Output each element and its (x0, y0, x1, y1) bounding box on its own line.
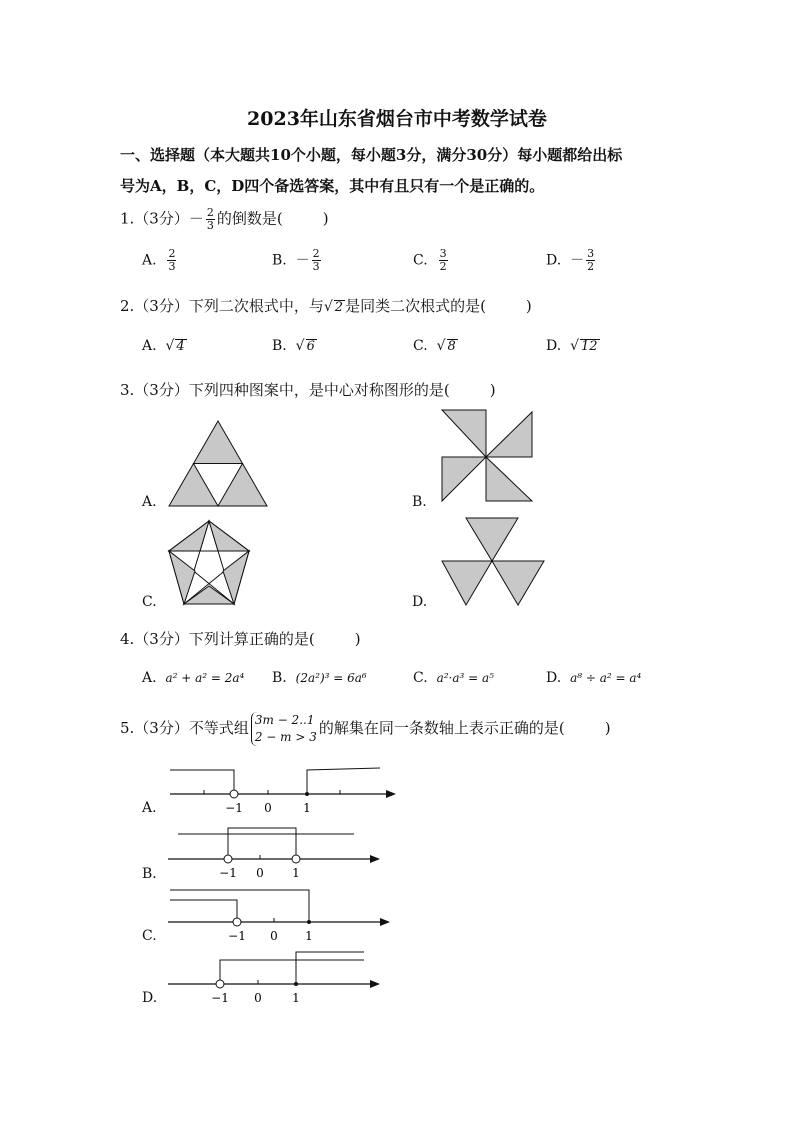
question-2: 2.（3分）下列二次根式中，与√ 2 是同类二次根式的是( ) (120, 297, 532, 315)
q3-label-a: A. (142, 494, 157, 510)
q4-option-a: A. a² + a² = 2a⁴ (142, 670, 245, 686)
svg-text:0: 0 (270, 929, 278, 943)
svg-text:1: 1 (303, 801, 311, 815)
q5-numberline-c (164, 888, 396, 946)
q5-end: ) (604, 719, 611, 737)
section-instructions-line2: 号为A，B，C，D四个备选答案，其中有且只有一个是正确的。 (120, 177, 545, 195)
q1-fraction (206, 207, 215, 232)
q3-text: 3.（3分）下列四种图案中，是中心对称图形的是( (120, 381, 450, 399)
q1-option-a: A. $\frac{2}{3}$ (142, 247, 176, 273)
q2-option-a: A. √ 4 (142, 338, 185, 354)
question-1 (120, 207, 329, 232)
q4-option-d: D. a⁸ ÷ a² = a⁴ (546, 670, 642, 686)
q1-prefix: 1.（3分） (120, 209, 189, 228)
q3-label-c: C. (142, 594, 157, 610)
q2-option-c: C. √ 8 (413, 338, 456, 354)
q3-figure-a-triangle (166, 418, 270, 510)
q5-label-d: D. (142, 990, 158, 1006)
q1-suffix: 的倒数是( (216, 209, 283, 228)
svg-text:1: 1 (305, 929, 313, 943)
page-title: 2023年山东省烟台市中考数学试卷 (247, 108, 547, 130)
q1-option-b: B. － $\frac{2}{3}$ (272, 247, 320, 273)
q5-label-b: B. (142, 866, 157, 882)
svg-text:0: 0 (254, 991, 262, 1005)
svg-text:1: 1 (292, 866, 300, 880)
q5-inequality-system: 3m − 2..1 2 − m > 3 (251, 712, 317, 746)
q1-option-c: C. $\frac{3}{2}$ (413, 247, 447, 273)
svg-text:0: 0 (264, 801, 272, 815)
q5-suffix: 的解集在同一条数轴上表示正确的是( (318, 719, 565, 737)
q3-label-d: D. (412, 594, 428, 610)
q4-text: 4.（3分）下列计算正确的是( (120, 630, 315, 648)
q5-label-a: A. (142, 800, 157, 816)
question-5 (120, 712, 611, 746)
q2-option-b: B. √ 6 (272, 338, 315, 354)
option-label: B. (272, 252, 287, 269)
svg-text:−1: −1 (211, 991, 229, 1005)
svg-text:1: 1 (292, 991, 300, 1005)
q3-figure-d-three-triangles (440, 516, 546, 608)
q2-suffix: 是同类二次根式的是( (345, 297, 486, 315)
option-label: A. (142, 252, 157, 269)
q4-option-b: B. (2a²)³ = 6a⁶ (272, 670, 367, 686)
q3-figure-c-pentagon-star (164, 518, 254, 608)
q2-end: ) (525, 297, 532, 315)
question-4 (120, 628, 361, 649)
q1-option-d: D. － $\frac{3}{2}$ (546, 247, 595, 273)
q1-num: 2 (206, 206, 214, 219)
svg-text:−1: −1 (219, 866, 237, 880)
q4-option-c: C. a²·a³ = a⁵ (413, 670, 494, 686)
q1-neg: － (188, 209, 204, 228)
q4-end: ) (354, 630, 361, 648)
q5-numberline-a (164, 762, 400, 818)
section-instructions-line1: 一、选择题（本大题共10个小题，每小题3分，满分30分）每小题都给出标 (120, 146, 623, 164)
q5-label-c: C. (142, 928, 157, 944)
q2-option-d: D. √ 12 (546, 338, 598, 354)
option-label: C. (413, 252, 428, 269)
svg-text:−1: −1 (228, 929, 246, 943)
q1-den: 3 (206, 219, 214, 232)
question-3 (120, 379, 496, 400)
q5-numberline-b (164, 826, 386, 882)
q5-numberline-d (164, 950, 386, 1008)
q2-prefix: 2.（3分）下列二次根式中，与 (120, 297, 324, 315)
q3-figure-b-pinwheel (438, 408, 536, 504)
q3-end: ) (489, 381, 496, 399)
option-label: D. (546, 252, 562, 269)
svg-text:0: 0 (256, 866, 264, 880)
q5-prefix: 5.（3分）不等式组 (120, 719, 249, 737)
q3-label-b: B. (412, 494, 427, 510)
q1-end: ) (322, 209, 329, 228)
q2-radicand: 2 (334, 300, 344, 315)
svg-text:−1: −1 (225, 801, 243, 815)
